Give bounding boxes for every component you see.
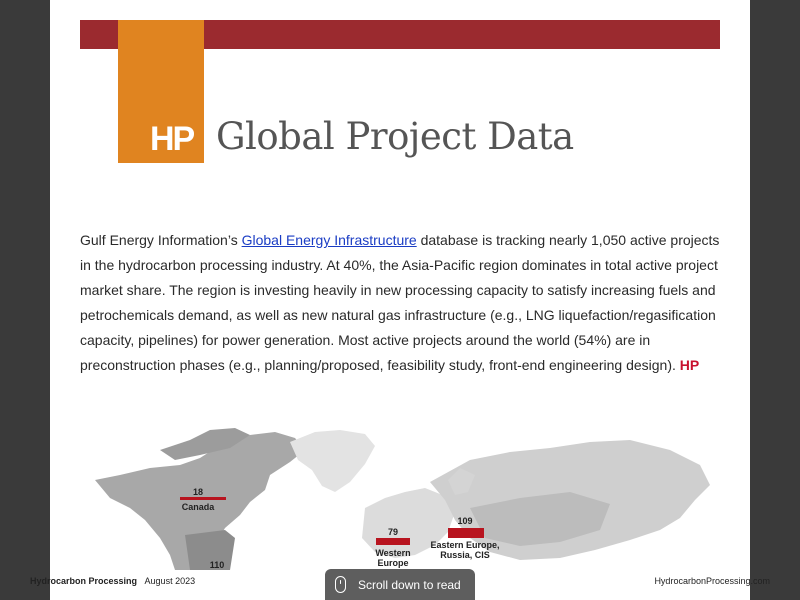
publication-name: Hydrocarbon Processing — [30, 576, 138, 586]
greenland-shape — [290, 430, 375, 492]
scroll-hint-label: Scroll down to read — [358, 577, 461, 592]
issue-date: August 2023 — [144, 576, 196, 586]
eastern-europe-label: Eastern Europe, Russia, CIS — [430, 540, 500, 560]
bar-western-europe — [376, 538, 410, 545]
article-text: database is tracking nearly 1,050 active projects in the hydrocarbon processing industry. At 40%, the Asia-Pacific region dominates in total active project market share. The region is investing heavily in new processing capacity to satisfy increasing fuels and petrochemicals demand, as well as new natural gas infrastructure (e.g., LNG liquefaction/regasification capacity, pipelines) for power generation. Most active projects around the world (54%) are in preconstruction phases (e.g., planning/proposed, feasibility study, front-end engineering design). — [80, 232, 720, 373]
usa-value: 110 — [209, 560, 225, 570]
canada-label: Canada — [181, 502, 215, 512]
canada-value: 18 — [192, 487, 203, 497]
global-energy-infrastructure-link[interactable]: Global Energy Infrastructure — [241, 232, 417, 248]
article-end-tag: HP — [679, 357, 700, 373]
eastern-europe-value: 109 — [457, 516, 473, 526]
bar-canada — [180, 497, 226, 500]
western-europe-label: Western Europe — [375, 548, 411, 568]
scroll-down-button[interactable] — [325, 569, 475, 600]
world-map — [50, 420, 750, 570]
mouse-icon — [335, 576, 346, 593]
article-intro: Gulf Energy Information’s — [80, 232, 242, 248]
document-page — [50, 0, 750, 600]
page-title: Global Project Data — [216, 115, 574, 158]
footer-website: HydrocarbonProcessing.com — [654, 576, 770, 586]
article-body — [80, 228, 725, 378]
western-europe-value: 79 — [387, 527, 398, 537]
bar-eastern-europe — [448, 528, 484, 538]
footer-left — [30, 576, 195, 586]
hp-logo: HP — [150, 120, 194, 158]
